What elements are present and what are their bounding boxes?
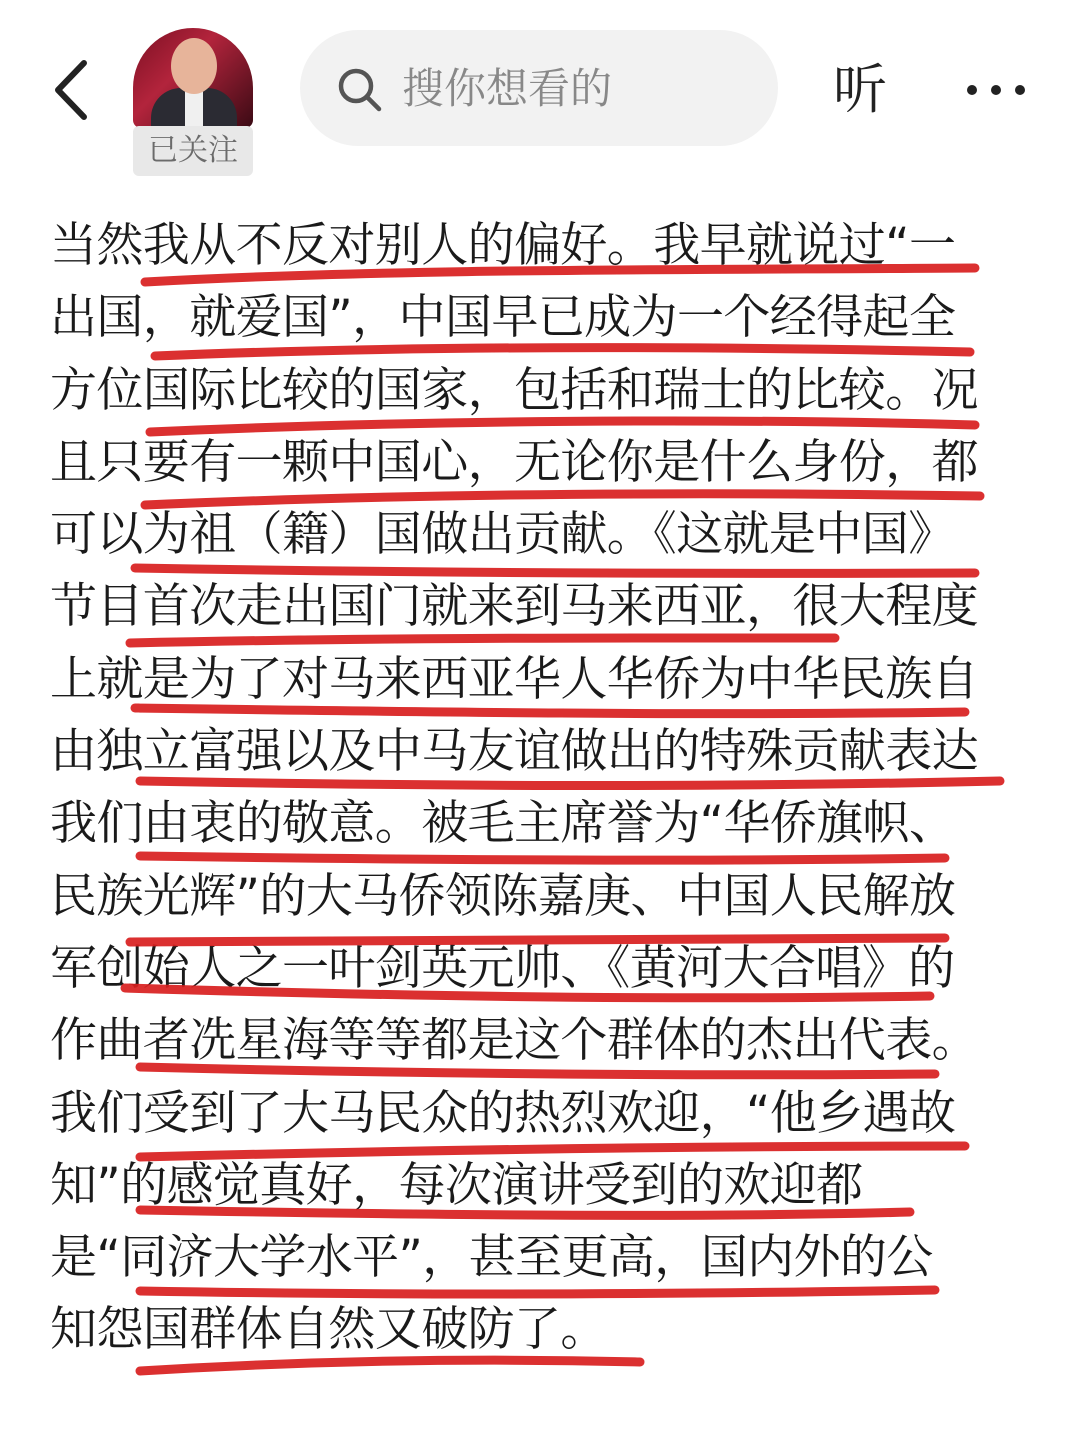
chevron-left-icon <box>40 55 110 125</box>
article-line: 我们由衷的敬意。被毛主席誉为“华侨旗帜、 <box>50 796 956 852</box>
avatar[interactable] <box>133 28 253 128</box>
back-button[interactable] <box>40 55 110 125</box>
follow-status-badge[interactable]: 已关注 <box>133 126 253 176</box>
search-placeholder: 搜你想看的 <box>402 64 613 113</box>
listen-button[interactable]: 听 <box>833 58 887 121</box>
article-line: 当然我从不反对别人的偏好。我早就说过“一 <box>50 218 956 273</box>
article-line: 且只要有一颗中国心，无论你是什么身份，都 <box>50 434 978 490</box>
article-line: 军创始人之一叶剑英元帅、《黄河大合唱》的 <box>50 940 955 996</box>
search-icon <box>336 66 384 114</box>
article-line: 知怨国群体自然又破防了。 <box>50 1302 607 1358</box>
article-line: 知”的感觉真好，每次演讲受到的欢迎都 <box>50 1157 863 1213</box>
more-horizontal-icon <box>962 62 1032 122</box>
author-profile[interactable] <box>133 28 253 168</box>
article-line: 由独立富强以及中马友谊做出的特殊贡献表达 <box>50 724 978 780</box>
article-line: 可以为祖（籍）国做出贡献。《这就是中国》 <box>50 507 955 563</box>
article-line: 节目首次走出国门就来到马来西亚，很大程度 <box>50 579 978 635</box>
article-line: 作曲者冼星海等等都是这个群体的杰出代表。 <box>50 1013 978 1069</box>
article-body <box>50 210 1040 1367</box>
article-line: 我们受到了大马民众的热烈欢迎，“他乡遇故 <box>50 1085 956 1141</box>
article-line: 方位国际比较的国家，包括和瑞士的比较。况 <box>50 362 978 418</box>
article-line: 出国，就爱国”，中国早已成为一个经得起全 <box>50 290 956 346</box>
article-line: 民族光辉”的大马侨领陈嘉庚、中国人民解放 <box>50 868 956 924</box>
search-input[interactable] <box>300 30 778 146</box>
article-line: 是“同济大学水平”，甚至更高，国内外的公 <box>50 1230 933 1286</box>
article-line: 上就是为了对马来西亚华人华侨为中华民族自 <box>50 651 978 707</box>
more-button[interactable] <box>962 62 1032 122</box>
top-navigation-bar <box>0 0 1080 180</box>
